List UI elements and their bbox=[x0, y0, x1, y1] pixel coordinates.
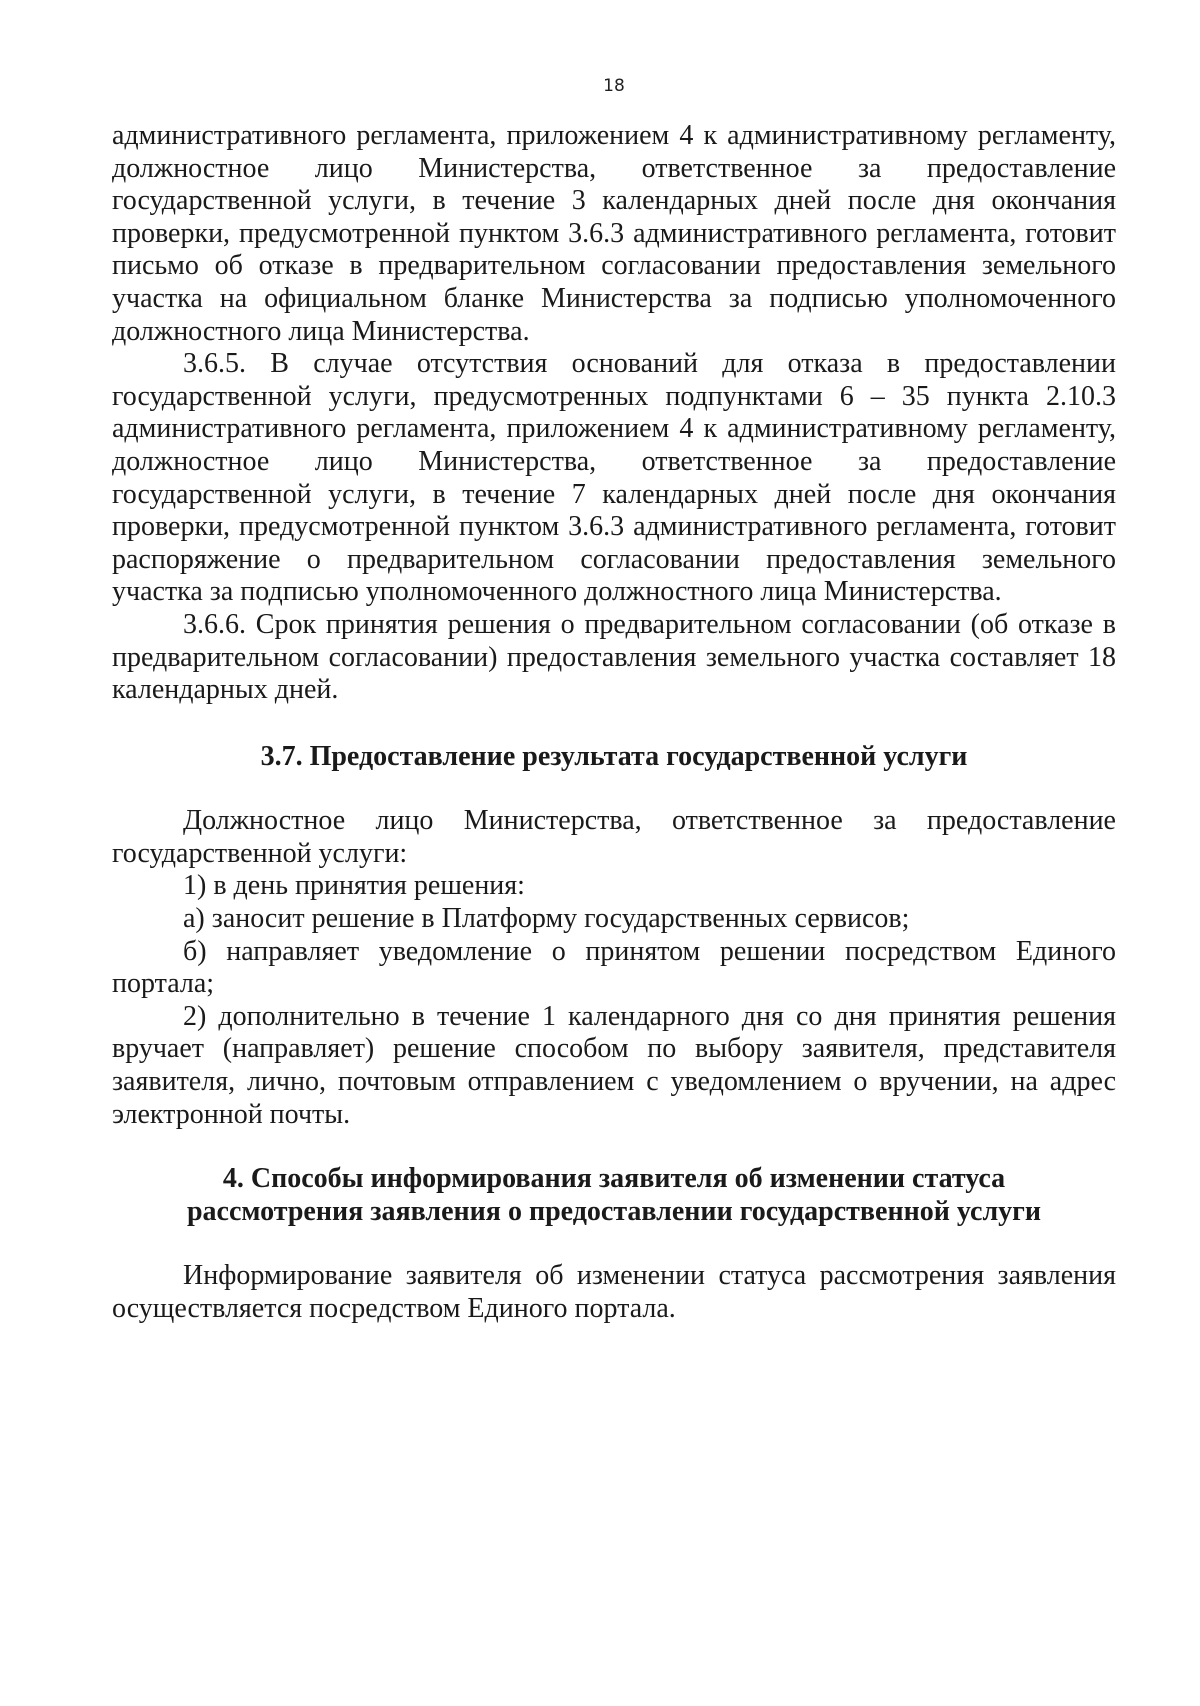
list-item-1: 1) в день принятия решения: bbox=[183, 870, 525, 902]
section-heading-4-line2: рассмотрения заявления о предоставлении государственной услуги bbox=[186, 1195, 1041, 1227]
section-heading-4-line1: 4. Способы информирования заявителя об изменении статуса bbox=[222, 1163, 1006, 1195]
paragraph-3-6-6: 3.6.6. Срок принятия решения о предварительном согласовании (об отказе в предварительном согласовании) предоставления земельного участка составляет 18 календарных дней. bbox=[112, 608, 1116, 706]
section-heading-4 bbox=[112, 1163, 1116, 1228]
page-number: 18 bbox=[603, 76, 625, 96]
document-body bbox=[112, 120, 1116, 1326]
paragraph-3-7-intro: Должностное лицо Министерства, ответственное за предоставление государственной услуги: bbox=[112, 805, 1116, 869]
paragraph-section-4: Информирование заявителя об изменении статуса рассмотрения заявления осуществляется посредством Единого портала. bbox=[112, 1260, 1116, 1324]
list-item-1a: а) заносит решение в Платформу государственных сервисов; bbox=[183, 903, 910, 935]
list-item-1b: б) направляет уведомление о принятом решении посредством Единого портала; bbox=[112, 935, 1116, 1000]
list-item-2: 2) дополнительно в течение 1 календарного дня со дня принятия решения вручает (направляет) решение способом по выбору заявителя, представителя заявителя, лично, почтовым отправлением с уведомлением о вручении, на адрес электронной почты. bbox=[112, 1000, 1116, 1130]
section-heading-3-7: 3.7. Предоставление результата государственной услуги bbox=[260, 740, 968, 772]
paragraph-3-6-5: 3.6.5. В случае отсутствия оснований для отказа в предоставлении государственной услуги, предусмотренных подпунктами 6 – 35 пункта 2.10.3 административного регламента, приложением 4 к административному регламенту, должностное лицо Министерства, ответственное за предоставление государственной услуги, в течение 7 календарных дней после дня окончания проверки, предусмотренной пунктом 3.6.3 административного регламента, готовит распоряжение о предварительном согласовании предоставления земельного участка за подписью уполномоченного должностного лица Министерства. bbox=[112, 348, 1116, 608]
paragraph-continuation: административного регламента, приложением 4 к административному регламенту, должностное лицо Министерства, ответственное за предоставление государственной услуги, в течение 3 календарных дней после дня окончания проверки, предусмотренной пунктом 3.6.3 административного регламента, готовит письмо об отказе в предварительном согласовании предоставления земельного участка на официальном бланке Министерства за подписью уполномоченного должностного лица Министерства. bbox=[112, 120, 1116, 347]
